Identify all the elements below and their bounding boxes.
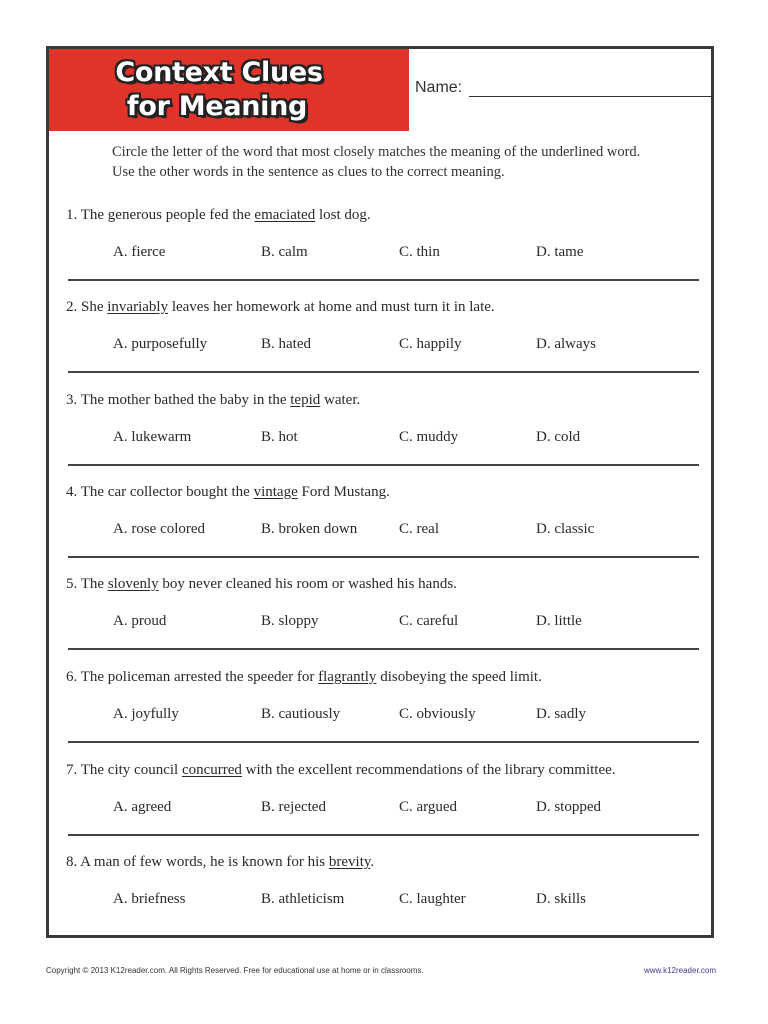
answer-choice-a[interactable]: A. rose colored bbox=[113, 521, 206, 537]
answer-choice-d[interactable]: D. skills bbox=[536, 891, 587, 907]
answer-choice-b[interactable]: B. calm bbox=[261, 244, 308, 260]
answer-choice-c[interactable]: C. muddy bbox=[399, 429, 459, 445]
question-text bbox=[66, 762, 616, 779]
answer-choice-d[interactable]: D. sadly bbox=[536, 706, 586, 722]
answer-choice-c[interactable]: C. thin bbox=[399, 244, 440, 260]
question-text-before: 3. The mother bathed the baby in the bbox=[66, 392, 291, 408]
underlined-word: vintage bbox=[253, 484, 298, 500]
underlined-word: flagrantly bbox=[318, 669, 377, 685]
name-field-line[interactable] bbox=[469, 96, 712, 97]
question-text bbox=[66, 484, 390, 501]
footer-site-link[interactable]: www.k12reader.com bbox=[643, 966, 716, 975]
instruction-line-1: Circle the letter of the word that most closely matches the meaning of the underlined word. bbox=[112, 144, 641, 160]
answer-choice-b[interactable]: B. hot bbox=[261, 429, 298, 445]
underlined-word: slovenly bbox=[107, 576, 159, 592]
title-line-2: for Meaning bbox=[126, 91, 308, 122]
underlined-word: brevity bbox=[328, 854, 371, 870]
answer-choice-b[interactable]: B. hated bbox=[261, 336, 311, 352]
answer-choice-b[interactable]: B. cautiously bbox=[261, 706, 341, 722]
answer-choice-b[interactable]: B. broken down bbox=[261, 521, 358, 537]
underlined-word: invariably bbox=[107, 299, 169, 315]
question-divider bbox=[68, 741, 699, 743]
worksheet bbox=[46, 46, 714, 938]
question-divider bbox=[68, 371, 699, 373]
answer-choice-c[interactable]: C. laughter bbox=[399, 891, 466, 907]
question-text-before: 6. The policeman arrested the speeder for bbox=[66, 669, 319, 685]
question-text bbox=[66, 854, 374, 871]
answer-choice-c[interactable]: C. careful bbox=[399, 613, 459, 629]
answer-choice-d[interactable]: D. little bbox=[536, 613, 582, 629]
question-text-after: lost dog. bbox=[315, 207, 371, 223]
question-text-after: . bbox=[370, 854, 375, 870]
answer-choice-a[interactable]: A. briefness bbox=[113, 891, 186, 907]
question-text-before: 7. The city council bbox=[66, 762, 182, 778]
underlined-word: emaciated bbox=[254, 207, 316, 223]
instruction-line-2: Use the other words in the sentence as clues to the correct meaning. bbox=[112, 164, 505, 180]
answer-choice-b[interactable]: B. athleticism bbox=[261, 891, 345, 907]
answer-choice-d[interactable]: D. stopped bbox=[536, 799, 601, 815]
question-text-after: Ford Mustang. bbox=[297, 484, 390, 500]
underlined-word: tepid bbox=[290, 392, 321, 408]
question-text-before: 1. The generous people fed the bbox=[66, 207, 255, 223]
name-label: Name: bbox=[415, 79, 463, 96]
answer-choice-d[interactable]: D. classic bbox=[536, 521, 595, 537]
answer-choice-b[interactable]: B. sloppy bbox=[261, 613, 319, 629]
answer-choice-a[interactable]: A. purposefully bbox=[113, 336, 208, 352]
question-text bbox=[66, 392, 360, 409]
question-text bbox=[66, 207, 371, 224]
answer-choice-a[interactable]: A. proud bbox=[113, 613, 167, 629]
question-text-after: water. bbox=[320, 392, 361, 408]
answer-choice-a[interactable]: A. joyfully bbox=[113, 706, 179, 722]
footer-copyright: Copyright © 2013 K12reader.com. All Rights Reserved. Free for educational use at home or in classrooms. bbox=[46, 966, 424, 975]
question-text-after: leaves her homework at home and must turn it in late. bbox=[168, 299, 495, 315]
answer-choice-c[interactable]: C. real bbox=[399, 521, 439, 537]
answer-choice-b[interactable]: B. rejected bbox=[261, 799, 326, 815]
question-text-before: 2. She bbox=[66, 299, 108, 315]
question-text bbox=[66, 669, 542, 686]
question-divider bbox=[68, 464, 699, 466]
title-banner bbox=[49, 49, 409, 131]
question-divider bbox=[68, 556, 699, 558]
answer-choice-a[interactable]: A. fierce bbox=[113, 244, 166, 260]
question-divider bbox=[68, 648, 699, 650]
question-text-before: 4. The car collector bought the bbox=[66, 484, 254, 500]
question-text-after: with the excellent recommendations of the library committee. bbox=[241, 762, 616, 778]
answer-choice-a[interactable]: A. lukewarm bbox=[113, 429, 192, 445]
answer-choice-c[interactable]: C. argued bbox=[399, 799, 458, 815]
answer-choice-c[interactable]: C. happily bbox=[399, 336, 462, 352]
question-text bbox=[66, 299, 495, 316]
title-line-1: Context Clues bbox=[115, 57, 323, 88]
question-text-after: disobeying the speed limit. bbox=[376, 669, 542, 685]
question-divider bbox=[68, 279, 699, 281]
underlined-word: concurred bbox=[181, 762, 242, 778]
question-text-after: boy never cleaned his room or washed his hands. bbox=[158, 576, 457, 592]
instructions bbox=[112, 142, 712, 182]
question-text bbox=[66, 576, 457, 593]
question-divider bbox=[68, 834, 699, 836]
question-text-before: 5. The bbox=[66, 576, 108, 592]
answer-choice-d[interactable]: D. tame bbox=[536, 244, 584, 260]
answer-choice-d[interactable]: D. cold bbox=[536, 429, 581, 445]
question-text-before: 8. A man of few words, he is known for his bbox=[66, 854, 329, 870]
answer-choice-c[interactable]: C. obviously bbox=[399, 706, 476, 722]
answer-choice-d[interactable]: D. always bbox=[536, 336, 596, 352]
answer-choice-a[interactable]: A. agreed bbox=[113, 799, 172, 815]
